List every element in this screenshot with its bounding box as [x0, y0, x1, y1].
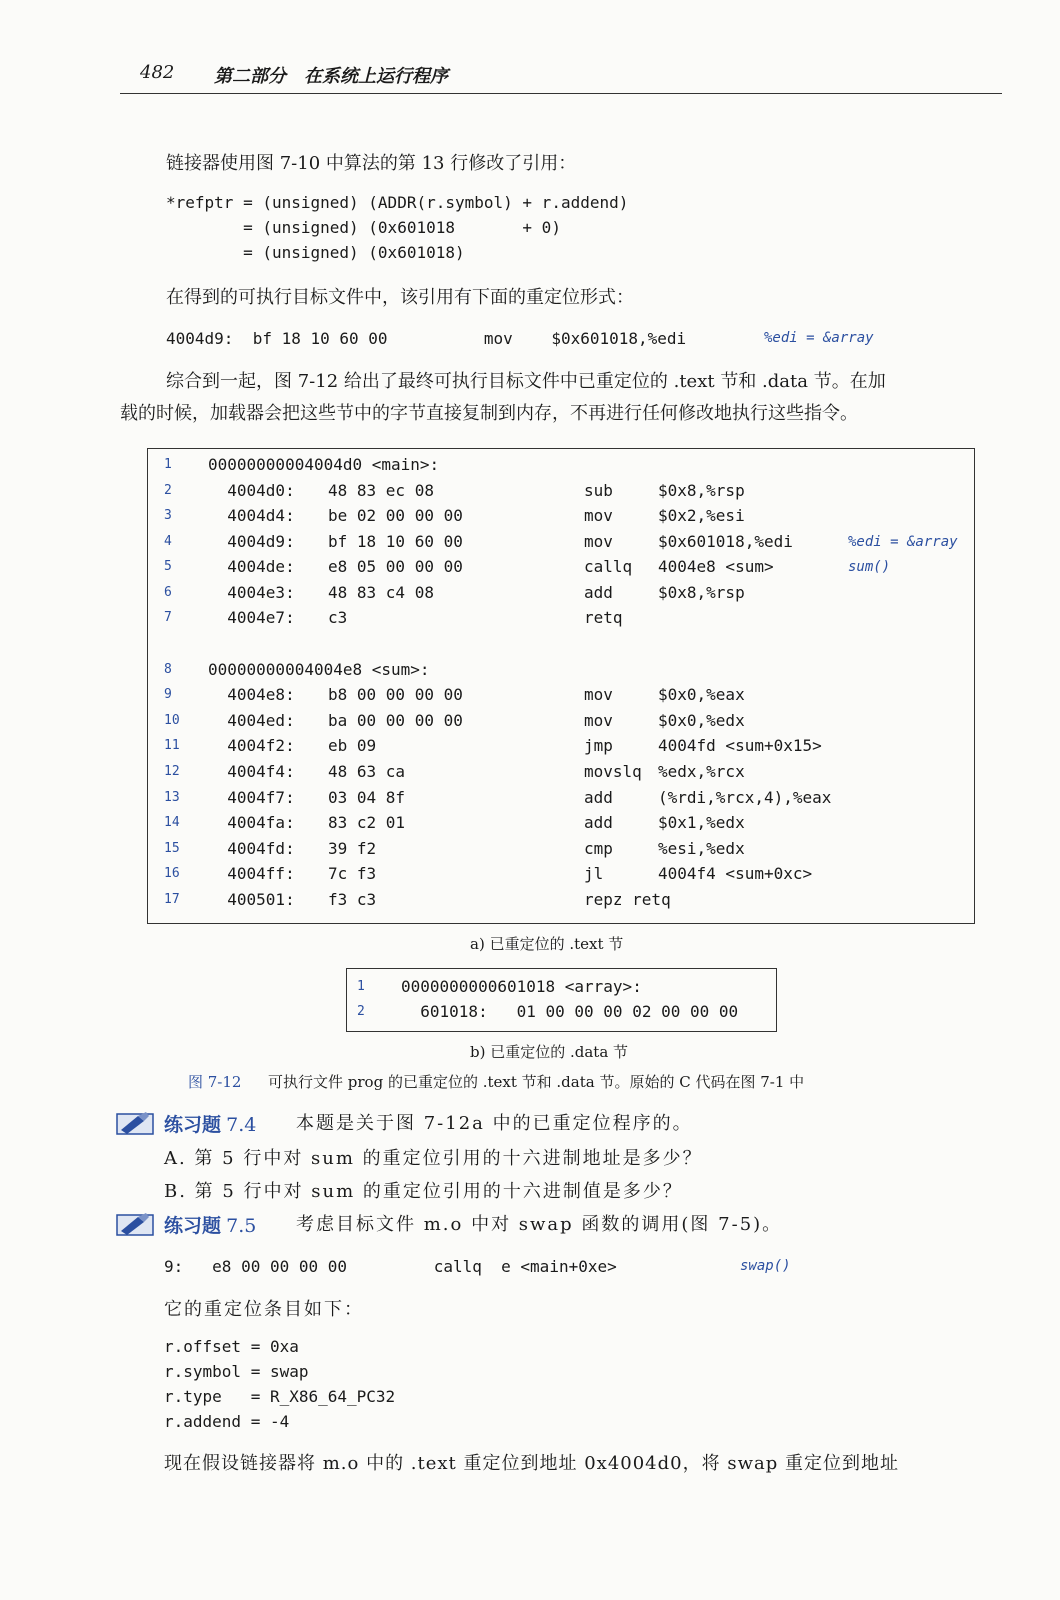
instruction-opcode: sub: [584, 481, 613, 500]
summary-line-2: 载的时候，加载器会把这些节中的字节直接复制到内存，不再进行任何修改地执行这些指令。: [120, 403, 858, 424]
data-section-caption: b) 已重定位的 .data 节: [470, 1043, 629, 1061]
line-number: 11: [164, 738, 180, 753]
instruction-address: 4004fa:: [208, 813, 295, 832]
line-number: 9: [164, 687, 172, 702]
text-section-caption: a) 已重定位的 .text 节: [470, 935, 624, 953]
instruction-bytes: 48 63 ca: [328, 762, 406, 781]
line-number: 1: [164, 457, 172, 472]
refptr-line-2: = (unsigned) (0x601018 + 0): [166, 218, 561, 237]
figure-caption: 可执行文件 prog 的已重定位的 .text 节和 .data 节。原始的 C 代码在图 7-1 中: [268, 1073, 805, 1091]
instruction-operands: 4004fd <sum+0x15>: [658, 736, 822, 755]
instruction-comment: %edi = &array: [848, 534, 958, 550]
instruction-address: 4004fd:: [208, 839, 295, 858]
instruction-operands: (%rdi,%rcx,4),%eax: [658, 788, 832, 807]
instruction-operands: %esi,%edx: [658, 839, 745, 858]
instruction-bytes: c3: [328, 608, 348, 627]
exercise-7-5-heading: [164, 1211, 256, 1238]
exercise-7-4-heading: [164, 1110, 256, 1137]
instruction-bytes: 48 83 c4 08: [328, 583, 434, 602]
exercise-7-5-entry-intro: 它的重定位条目如下：: [164, 1299, 364, 1320]
instruction-address: 00000000004004e8 <sum>:: [208, 660, 430, 679]
data-row-text: 0000000000601018 <array>:: [401, 977, 642, 996]
instruction-opcode: add: [584, 583, 613, 602]
instruction-address: 4004de:: [208, 557, 295, 576]
instruction-bytes: 03 04 8f: [328, 788, 406, 807]
instruction-address: 4004e8:: [208, 685, 295, 704]
line-number: 14: [164, 815, 180, 830]
instruction-opcode: add: [584, 813, 613, 832]
line-number: 15: [164, 841, 180, 856]
instruction-address: 400501:: [208, 890, 295, 909]
relocation-entry-offset: r.offset = 0xa: [164, 1337, 299, 1356]
instruction-opcode: mov: [584, 532, 613, 551]
exercise-7-5-number: 7.5: [226, 1215, 257, 1237]
line-number: 2: [357, 1004, 365, 1019]
instruction-bytes: 7c f3: [328, 864, 377, 883]
exercise-7-5-call-comment: swap(): [740, 1258, 791, 1274]
instruction-operands: $0x8,%rsp: [658, 583, 745, 602]
instruction-address: 4004ff:: [208, 864, 295, 883]
instruction-opcode: jl: [584, 864, 604, 883]
header-rule: [120, 93, 1002, 94]
instruction-address: 4004d0:: [208, 481, 295, 500]
instruction-address: 4004f2:: [208, 736, 295, 755]
exercise-7-5-desc: 考虑目标文件 m.o 中对 swap 函数的调用(图 7-5)。: [296, 1214, 783, 1235]
exercise-7-4-desc: 本题是关于图 7-12a 中的已重定位程序的。: [296, 1113, 693, 1134]
line-number: 16: [164, 866, 180, 881]
line-number: 5: [164, 559, 172, 574]
instruction-opcode: cmp: [584, 839, 613, 858]
instruction-bytes: bf 18 10 60 00: [328, 532, 463, 551]
relocation-entry-type: r.type = R_X86_64_PC32: [164, 1387, 396, 1406]
summary-line-1: 综合到一起，图 7-12 给出了最终可执行目标文件中已重定位的 .text 节和 .data 节。在加: [166, 371, 886, 392]
instruction-bytes: be 02 00 00 00: [328, 506, 463, 525]
instruction-address: 4004f7:: [208, 788, 295, 807]
exercise-7-5-final-text: 现在假设链接器将 m.o 中的 .text 重定位到地址 0x4004d0，将 swap 重定位到地址: [164, 1453, 899, 1474]
line-number: 6: [164, 585, 172, 600]
instruction-operands: 4004e8 <sum>: [658, 557, 774, 576]
instruction-opcode: repz retq: [584, 890, 671, 909]
instruction-bytes: 83 c2 01: [328, 813, 406, 832]
reloc-code-line: 4004d9: bf 18 10 60 00 mov $0x601018,%edi: [166, 329, 687, 348]
instruction-bytes: eb 09: [328, 736, 377, 755]
line-number: 2: [164, 483, 172, 498]
instruction-operands: $0x601018,%edi: [658, 532, 793, 551]
instruction-bytes: 48 83 ec 08: [328, 481, 434, 500]
instruction-address: 4004f4:: [208, 762, 295, 781]
pencil-icon: [116, 1211, 154, 1237]
refptr-line-3: = (unsigned) (0x601018): [166, 243, 465, 262]
instruction-address: 4004d4:: [208, 506, 295, 525]
line-number: 13: [164, 790, 180, 805]
instruction-address: 4004ed:: [208, 711, 295, 730]
instruction-address: 00000000004004d0 <main>:: [208, 455, 440, 474]
line-number: 12: [164, 764, 180, 779]
exercise-7-5-title: 练习题: [164, 1215, 222, 1237]
relocation-entry-symbol: r.symbol = swap: [164, 1362, 309, 1381]
data-section-listing: [346, 968, 777, 1032]
figure-number: 图 7-12: [188, 1073, 242, 1091]
running-header: 第二部分 在系统上运行程序: [214, 66, 448, 87]
instruction-operands: %edx,%rcx: [658, 762, 745, 781]
instruction-opcode: mov: [584, 711, 613, 730]
instruction-bytes: b8 00 00 00 00: [328, 685, 463, 704]
refptr-line-1: *refptr = (unsigned) (ADDR(r.symbol) + r.addend): [166, 193, 629, 212]
line-number: 7: [164, 610, 172, 625]
text-section-listing: [147, 448, 975, 924]
instruction-operands: $0x2,%esi: [658, 506, 745, 525]
instruction-opcode: mov: [584, 685, 613, 704]
instruction-operands: $0x1,%edx: [658, 813, 745, 832]
page-number: 482: [140, 62, 175, 83]
line-number: 8: [164, 662, 172, 677]
line-number: 17: [164, 892, 180, 907]
data-row-text: 601018: 01 00 00 00 02 00 00 00: [401, 1002, 739, 1021]
reloc-form-text: 在得到的可执行目标文件中，该引用有下面的重定位形式：: [166, 287, 634, 308]
instruction-comment: sum(): [848, 559, 891, 575]
instruction-address: 4004d9:: [208, 532, 295, 551]
instruction-operands: $0x0,%edx: [658, 711, 745, 730]
instruction-opcode: movslq: [584, 762, 642, 781]
instruction-address: 4004e3:: [208, 583, 295, 602]
line-number: 1: [357, 979, 365, 994]
intro-text: 链接器使用图 7-10 中算法的第 13 行修改了引用：: [166, 153, 577, 174]
instruction-operands: $0x0,%eax: [658, 685, 745, 704]
line-number: 3: [164, 508, 172, 523]
instruction-bytes: f3 c3: [328, 890, 377, 909]
pencil-icon: [116, 1110, 154, 1136]
instruction-address: 4004e7:: [208, 608, 295, 627]
instruction-opcode: add: [584, 788, 613, 807]
exercise-7-4-title: 练习题: [164, 1114, 222, 1136]
exercise-7-4-question-a: A. 第 5 行中对 sum 的重定位引用的十六进制地址是多少？: [164, 1148, 703, 1169]
instruction-bytes: 39 f2: [328, 839, 377, 858]
instruction-opcode: jmp: [584, 736, 613, 755]
relocation-entry-addend: r.addend = -4: [164, 1412, 290, 1431]
instruction-operands: 4004f4 <sum+0xc>: [658, 864, 813, 883]
figure-label: [188, 1071, 241, 1092]
instruction-operands: $0x8,%rsp: [658, 481, 745, 500]
line-number: 4: [164, 534, 172, 549]
instruction-bytes: e8 05 00 00 00: [328, 557, 463, 576]
instruction-opcode: mov: [584, 506, 613, 525]
exercise-7-5-call-line: 9: e8 00 00 00 00 callq e <main+0xe>: [164, 1257, 617, 1276]
instruction-bytes: ba 00 00 00 00: [328, 711, 463, 730]
line-number: 10: [164, 713, 180, 728]
reloc-code-comment: %edi = &array: [764, 330, 874, 346]
instruction-opcode: retq: [584, 608, 623, 627]
instruction-opcode: callq: [584, 557, 633, 576]
exercise-7-4-question-b: B. 第 5 行中对 sum 的重定位引用的十六进制值是多少？: [164, 1181, 683, 1202]
exercise-7-4-number: 7.4: [226, 1114, 257, 1136]
